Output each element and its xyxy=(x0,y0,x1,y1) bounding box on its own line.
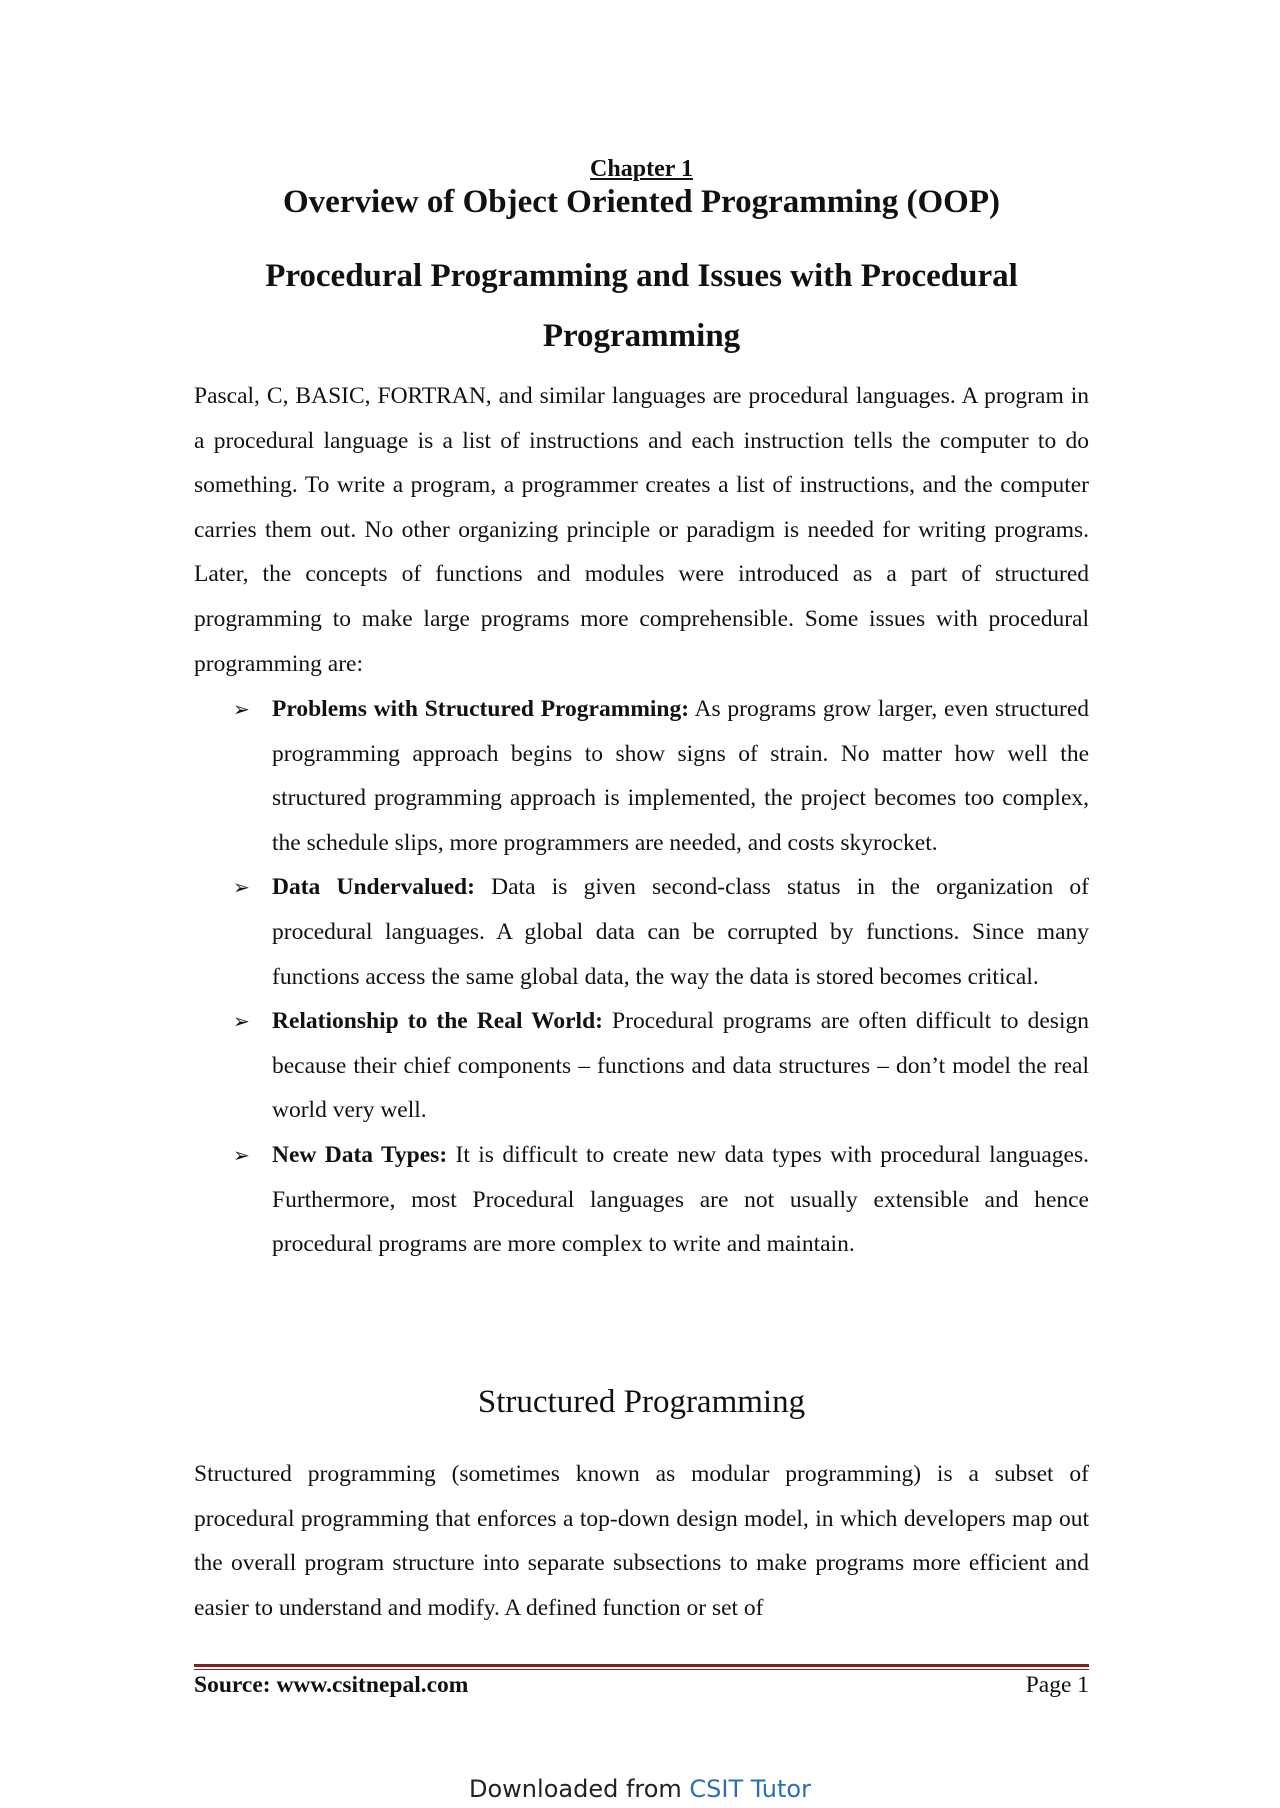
document-page xyxy=(194,0,1089,1808)
footer-divider xyxy=(194,1664,1089,1667)
issue-text: Procedural programs are often difficult to design because their chief components – functions and data structures – don’t model the real world very well. xyxy=(272,1008,1089,1124)
structured-programming-paragraph: Structured programming (sometimes known as modular programming) is a subset of procedural programming that enforces a top-down design model, in which developers map out the overall program structure into separate subsections to make programs more efficient and easier to understand and modify. A defined function or set of xyxy=(194,1461,1089,1621)
arrow-bullet-icon: ➢ xyxy=(233,1009,250,1034)
issue-term: Data Undervalued: xyxy=(272,874,475,901)
issue-term: Relationship to the Real World: xyxy=(272,1008,603,1035)
footer-divider-thin xyxy=(194,1669,1089,1670)
list-item xyxy=(194,1133,1089,1267)
issue-term: New Data Types: xyxy=(272,1141,448,1168)
arrow-bullet-icon: ➢ xyxy=(233,1142,250,1167)
issue-term: Problems with Structured Programming: xyxy=(272,696,690,722)
issues-list xyxy=(194,687,1089,1267)
chapter-label: Chapter 1 xyxy=(590,156,693,182)
issue-text: It is difficult to create new data types with procedural languages. Furthermore, most Procedural languages are not usually extensible and hence procedural programs are more complex to write and maintain. xyxy=(272,1141,1089,1258)
list-item xyxy=(194,687,1089,865)
page-number: Page 1 xyxy=(1025,1672,1089,1698)
csit-tutor-link[interactable]: CSIT Tutor xyxy=(689,1775,811,1803)
arrow-bullet-icon: ➢ xyxy=(233,697,250,721)
download-prefix: Downloaded from xyxy=(469,1775,690,1803)
download-banner xyxy=(0,1775,1280,1803)
intro-paragraph: Pascal, C, BASIC, FORTRAN, and similar languages are procedural languages. A program in a procedural language is a list of instructions and each instruction tells the computer to do something. To write a program, a programmer creates a list of instructions, and the computer carries them out. No other organizing principle or paradigm is needed for writing programs. Later, the concepts of functions and modules were introduced as a part of structured programming to make large programs more comprehensible. Some issues with procedural programming are: xyxy=(194,383,1089,677)
structured-programming-heading: Structured Programming xyxy=(477,1384,806,1420)
section-title: Procedural Programming and Issues with Procedural Programming xyxy=(265,258,1018,354)
issue-text: Data is given second-class status in the organization of procedural languages. A global data can be corrupted by functions. Since many functions access the same global data, the way the data is stored becomes critical. xyxy=(272,874,1089,990)
arrow-bullet-icon: ➢ xyxy=(233,875,250,900)
issue-text: As programs grow larger, even structured programming approach begins to show signs of strain. No matter how well the structured programming approach is implemented, the project becomes too complex, the schedule slips, more programmers are needed, and costs skyrocket. xyxy=(272,696,1090,856)
main-title: Overview of Object Oriented Programming (OOP) xyxy=(283,184,1000,220)
list-item xyxy=(194,865,1089,999)
list-item xyxy=(194,999,1089,1133)
footer-source: Source: www.csitnepal.com xyxy=(194,1672,469,1698)
